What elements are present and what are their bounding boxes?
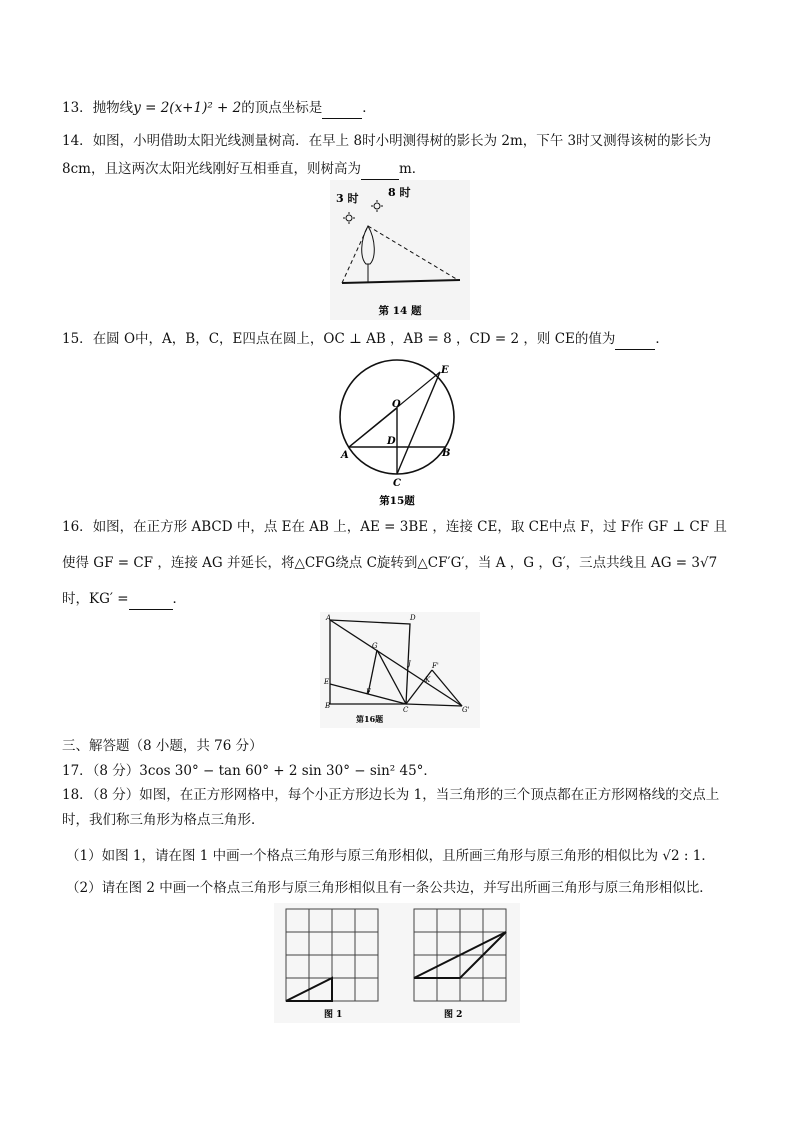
answer-blank-16 [129, 589, 173, 610]
figure-15-caption: 第15题 [379, 495, 415, 507]
figure-14-caption: 第 14 题 [378, 305, 422, 317]
question-16-line2: 使得 GF = CF ，连接 AG 并延长，将△CFG绕点 C旋转到△CF′G′，当 A ，G ，G′，三点共线且 AG = 3√7 [62, 555, 718, 571]
figure-18-caption-2: 图 2 [444, 1010, 463, 1020]
point-d: D [387, 436, 396, 447]
label-3-oclock: 3 时 [336, 192, 359, 205]
label-8-oclock: 8 时 [388, 186, 411, 199]
figure-18 [274, 903, 520, 1023]
point-d: D [410, 614, 416, 622]
answer-blank-15 [615, 329, 655, 350]
figure-16 [320, 612, 480, 728]
answer-blank-13 [322, 98, 362, 119]
q13-formula: y = 2(x+1)² + 2 [133, 100, 242, 116]
point-j: J [408, 660, 411, 668]
point-o: O [392, 399, 401, 410]
question-13: 13．抛物线y = 2(x+1)² + 2的顶点坐标是 ． [62, 98, 376, 119]
point-b: B [442, 448, 451, 459]
question-18-line2: 时，我们称三角形为格点三角形． [62, 812, 265, 828]
point-g2: G' [462, 706, 470, 714]
answer-blank-14 [361, 159, 399, 180]
point-c: C [403, 706, 409, 714]
point-a: A [326, 614, 332, 622]
segment-ce [397, 372, 440, 474]
point-c: C [393, 478, 401, 489]
question-16-line1: 16．如图，在正方形 ABCD 中，点 E在 AB 上，AE = 3BE ，连接 CE，取 CE中点 F，过 F作 GF ⊥ CF 且 [62, 519, 727, 535]
point-b: B [325, 702, 331, 710]
question-18-part2: （2）请在图 2 中画一个格点三角形与原三角形相似且有一条公共边，并写出所画三角形与原三角形相似比． [66, 880, 713, 896]
figure-14 [330, 180, 470, 320]
question-17: 17．（8 分）3cos 30° − tan 60° + 2 sin 30° − sin² 45°． [62, 763, 437, 779]
question-15: 15．在圆 O中，A，B，C，E四点在圆上，OC ⊥ AB ，AB = 8 ，CD = 2 ，则 CE的值为 ． [62, 329, 669, 350]
section-3-title: 三、解答题（8 小题，共 76 分） [62, 738, 263, 754]
figure-16-caption: 第16题 [356, 714, 384, 724]
point-f: F [366, 688, 371, 696]
point-e: E [324, 678, 330, 686]
figure-15 [333, 358, 463, 510]
point-e: E [441, 365, 449, 376]
figure-18-caption-1: 图 1 [324, 1010, 343, 1020]
question-14-line2: 8cm，且这两次太阳光线刚好互相垂直，则树高为 m． [62, 159, 425, 180]
question-16-line3: 时，KG′ = ． [62, 589, 186, 610]
point-f2: F' [432, 662, 439, 670]
question-14-line1: 14．如图，小明借助太阳光线测量树高．在早上 8时小明测得树的影长为 2m，下午 3时又测得该树的影长为 [62, 133, 712, 149]
question-18-line1: 18．（8 分）如图，在正方形网格中，每个小正方形边长为 1，当三角形的三个顶点都在正方形网格线的交点上 [62, 787, 720, 803]
question-18-part1: （1）如图 1，请在图 1 中画一个格点三角形与原三角形相似，且所画三角形与原三角形的相似比为 √2 : 1． [66, 848, 715, 864]
point-a: A [341, 450, 349, 461]
point-k: K [425, 676, 431, 684]
point-g: G [372, 642, 378, 650]
